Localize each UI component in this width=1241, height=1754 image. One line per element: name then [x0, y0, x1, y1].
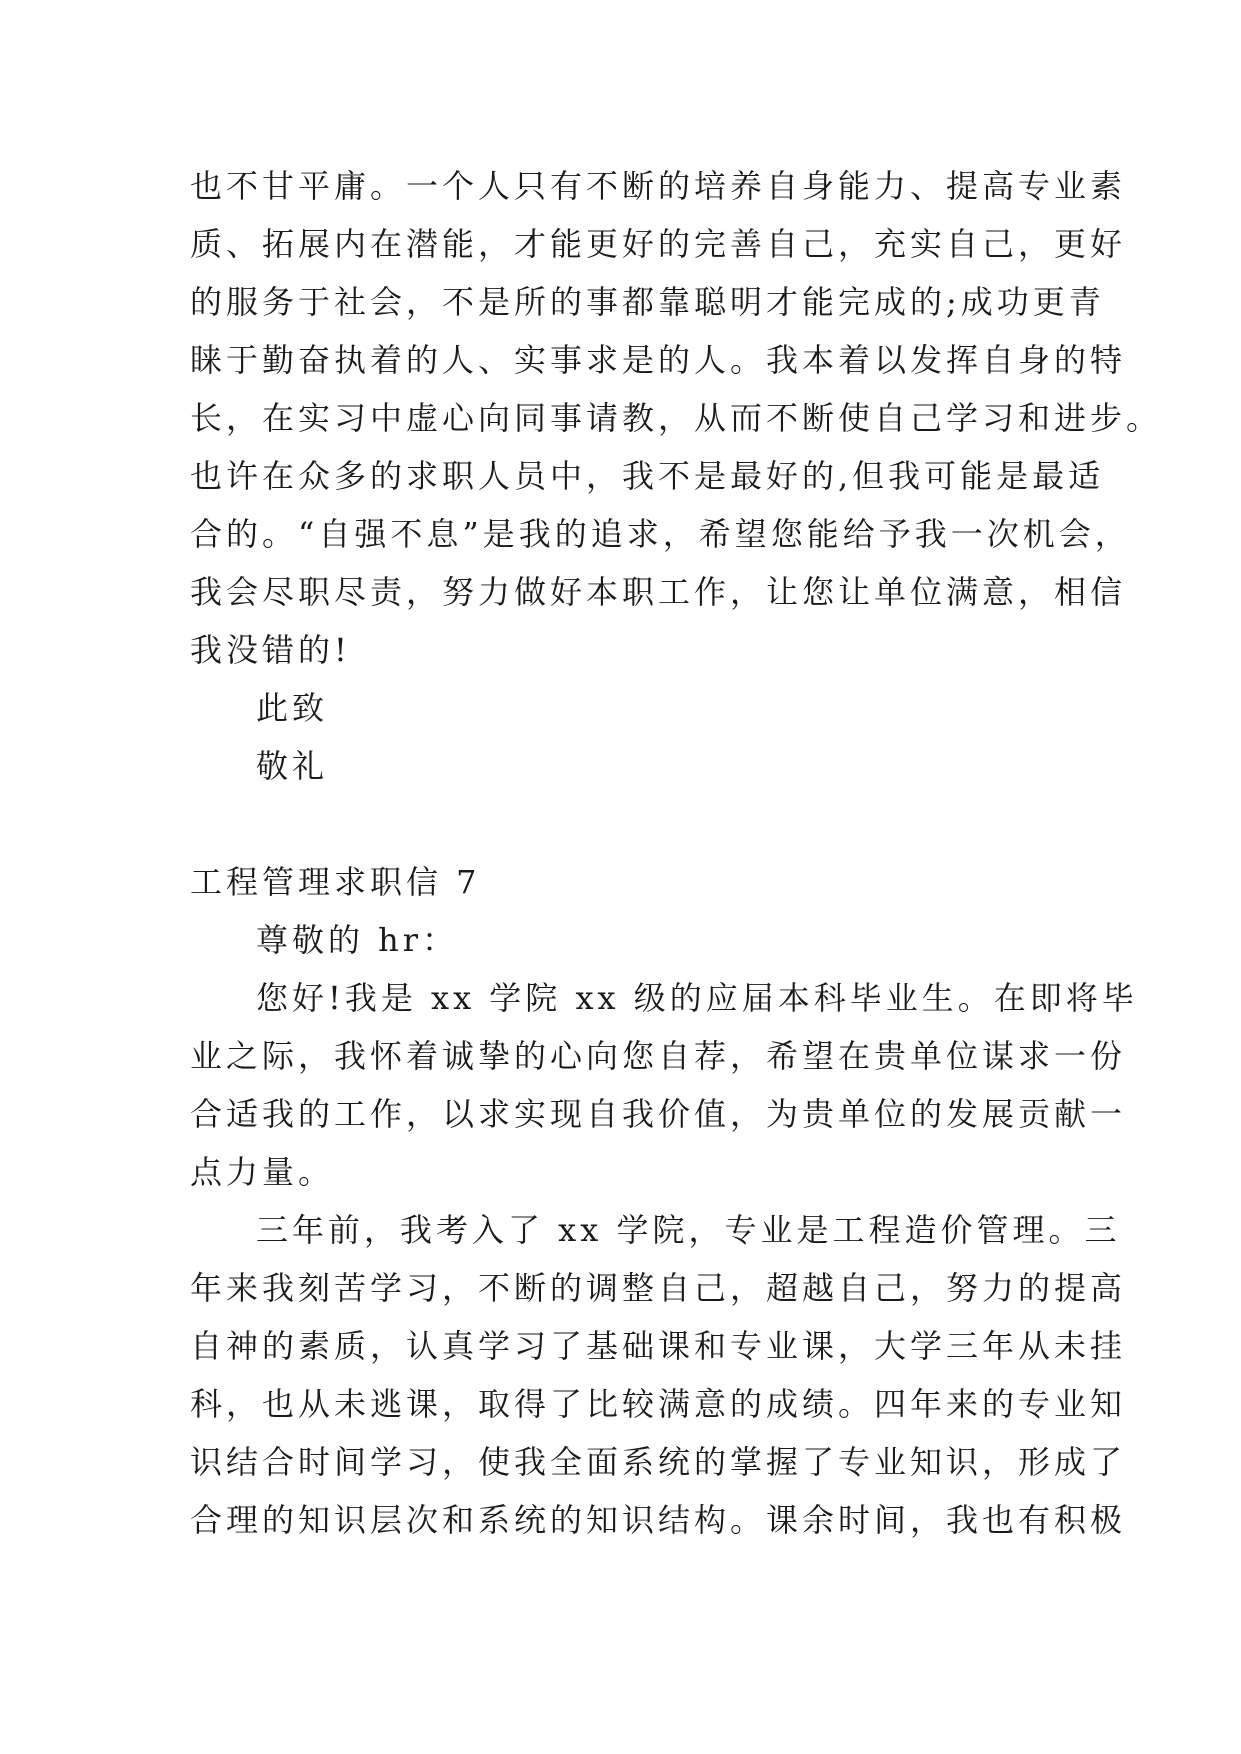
paragraph-line: 识结合时间学习，使我全面系统的掌握了专业知识，形成了 — [190, 1443, 1127, 1481]
paragraph-line: 年来我刻苦学习，不断的调整自己，超越自己，努力的提高 — [190, 1269, 1127, 1307]
paragraph-line: 睐于勤奋执着的人、实事求是的人。我本着以发挥自身的特 — [190, 341, 1127, 379]
paragraph-line: 质、拓展内在潜能，才能更好的完善自己，充实自己，更好 — [190, 225, 1127, 263]
paragraph-line: 合适我的工作，以求实现自我价值，为贵单位的发展贡献一 — [190, 1095, 1127, 1133]
closing-line-2: 敬礼 — [256, 747, 329, 785]
paragraph-line: 也不甘平庸。一个人只有不断的培养自身能力、提高专业素 — [190, 167, 1127, 205]
paragraph-line: 三年前，我考入了 xx 学院，专业是工程造价管理。三 — [256, 1211, 1121, 1249]
paragraph-line: 长，在实习中虚心向同事请教，从而不断使自己学习和进步。 — [190, 399, 1163, 437]
paragraph-line: 合理的知识层次和系统的知识结构。课余时间，我也有积极 — [190, 1501, 1127, 1539]
paragraph-line: 自神的素质，认真学习了基础课和专业课，大学三年从未挂 — [190, 1327, 1127, 1365]
section-title: 工程管理求职信 7 — [190, 863, 481, 901]
paragraph-line: 的服务于社会，不是所的事都靠聪明才能完成的;成功更青 — [190, 283, 1105, 321]
paragraph-line: 您好!我是 xx 学院 xx 级的应届本科毕业生。在即将毕 — [256, 979, 1138, 1017]
paragraph-line: 也许在众多的求职人员中，我不是最好的,但我可能是最适 — [190, 457, 1105, 495]
paragraph-line: 点力量。 — [190, 1153, 335, 1191]
paragraph-line: 合的。“自强不息”是我的追求，希望您能给予我一次机会， — [190, 515, 1131, 553]
paragraph-line: 我没错的! — [190, 631, 351, 669]
closing-line-1: 此致 — [256, 689, 329, 727]
paragraph-line: 科，也从未逃课，取得了比较满意的成绩。四年来的专业知 — [190, 1385, 1127, 1423]
paragraph-line: 业之际，我怀着诚挚的心向您自荐，希望在贵单位谋求一份 — [190, 1037, 1127, 1075]
paragraph-line: 我会尽职尽责，努力做好本职工作，让您让单位满意，相信 — [190, 573, 1127, 611]
salutation: 尊敬的 hr： — [256, 921, 459, 959]
